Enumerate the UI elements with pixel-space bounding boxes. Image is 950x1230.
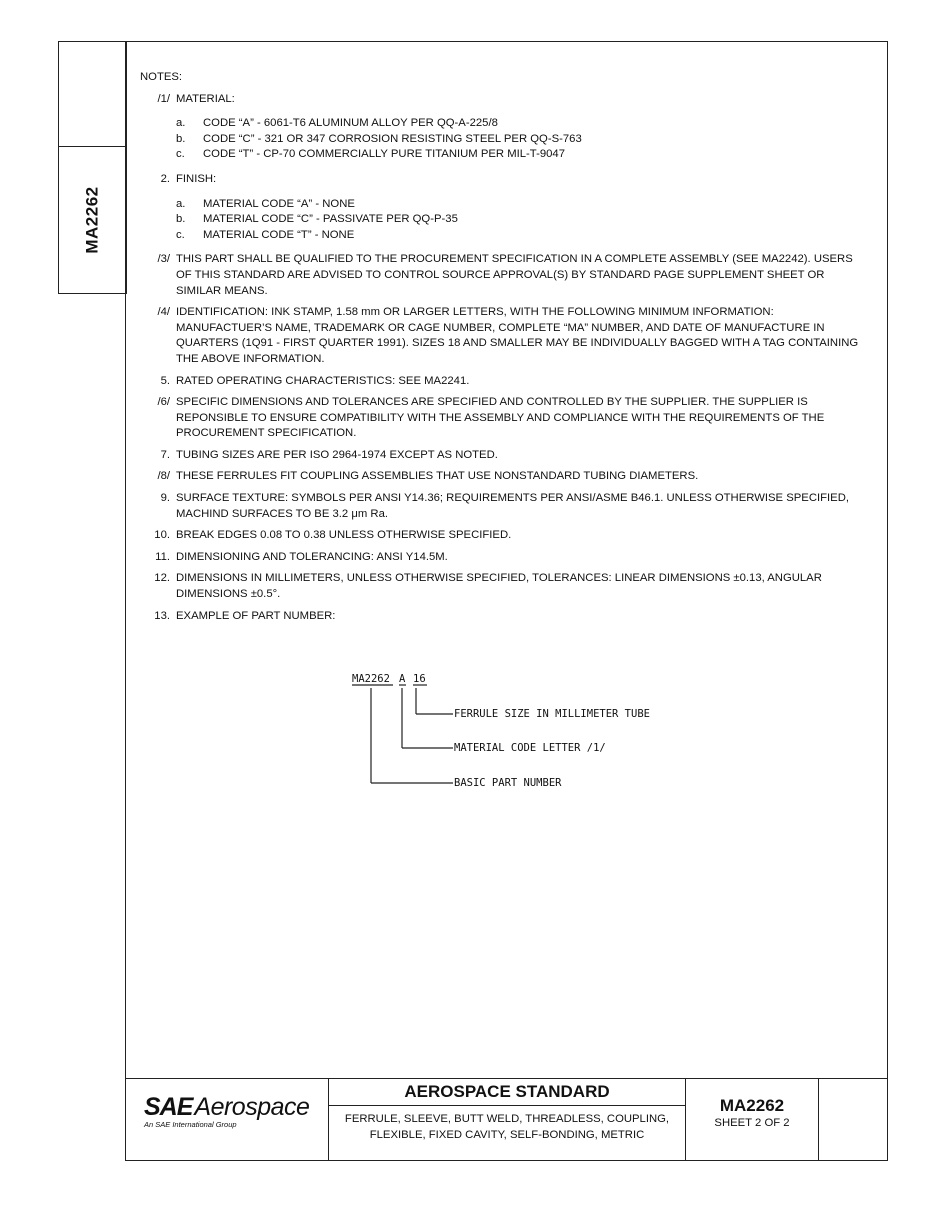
note-subitem <box>176 116 870 132</box>
note-item <box>140 172 870 252</box>
side-tab-label <box>58 146 127 294</box>
subitem-text: MATERIAL CODE “C” - PASSIVATE PER QQ-P-35 <box>203 213 458 226</box>
note-text: DIMENSIONS IN MILLIMETERS, UNLESS OTHERWISE SPECIFIED, TOLERANCES: LINEAR DIMENSIONS ±0.13, ANGULAR DIMENSIONS ±0.5°. <box>176 572 822 601</box>
note-item <box>140 395 870 442</box>
note-number: 11. <box>155 550 170 563</box>
note-text: EXAMPLE OF PART NUMBER: <box>176 609 336 622</box>
note-text: THESE FERRULES FIT COUPLING ASSEMBLIES THAT USE NONSTANDARD TUBING DIAMETERS. <box>176 470 699 483</box>
standard-description: FERRULE, SLEEVE, BUTT WELD, THREADLESS, COUPLING, FLEXIBLE, FIXED CAVITY, SELF-BONDING, METRIC <box>344 1113 670 1141</box>
part-number-diagram <box>345 668 705 798</box>
note-text: THIS PART SHALL BE QUALIFIED TO THE PROCUREMENT SPECIFICATION IN A COMPLETE ASSEMBLY (SEE MA2242). USERS OF THIS STANDARD ARE ADVISED TO CONTROL SOURCE APPROVAL(S) BY STANDARD PAGE SUPPLEMENT SHEET OR SIMILAR MEANS. <box>176 253 853 297</box>
note-text: IDENTIFICATION: INK STAMP, 1.58 mm OR LARGER LETTERS, WITH THE FOLLOWING MINIMUM INFORMATION: MANUFACTUER’S NAME, TRADEMARK OR CAGE NUMBER, COMPLETE “MA” NUMBER, AND DATE OF MANUFACTURE IN QUARTERS (1Q91 - FIRST QUARTER 1991). SIZES 18 AND SMALLER MAY BE INDIVIDUALLY BAGGED WITH A TAG CONTAINING THE ABOVE INFORMATION. <box>176 306 859 365</box>
logo-tagline: An SAE International Group <box>144 1120 237 1129</box>
pn-label-material: MATERIAL CODE LETTER /1/ <box>454 742 606 754</box>
note-number: 9. <box>160 492 170 505</box>
note-number: 13. <box>154 609 170 622</box>
note-number: /8/ <box>157 470 170 483</box>
subitem-letter: b. <box>176 213 186 226</box>
note-text: MATERIAL: <box>176 92 235 105</box>
subitem-text: CODE “T” - CP-70 COMMERCIALLY PURE TITANIUM PER MIL-T-9047 <box>203 148 565 161</box>
note-item <box>140 92 870 172</box>
sheet-label: SHEET 2 OF 2 <box>714 1117 790 1129</box>
title-block-logo-cell <box>126 1079 329 1160</box>
note-sublist <box>176 197 870 244</box>
note-text: BREAK EDGES 0.08 TO 0.38 UNLESS OTHERWISE SPECIFIED. <box>176 529 512 542</box>
title-block-title-cell <box>329 1079 686 1160</box>
note-text: SPECIFIC DIMENSIONS AND TOLERANCES ARE SPECIFIED AND CONTROLLED BY THE SUPPLIER. THE SUPPLIER IS REPONSIBLE TO ENSURE COMPATIBILITY WITH THE ASSEMBLY AND COMPLIANCE WITH THE REQUIREMENTS OF THE PROCUREMENT SPECIFICATION. <box>176 396 825 440</box>
note-item <box>140 469 870 485</box>
note-item <box>140 374 870 390</box>
note-item <box>140 305 870 367</box>
notes-heading: NOTES: <box>140 71 183 83</box>
pn-label-size: FERRULE SIZE IN MILLIMETER TUBE <box>454 708 650 720</box>
title-block-number-cell <box>686 1079 819 1160</box>
note-number: /1/ <box>157 92 170 105</box>
note-number: /6/ <box>157 396 170 409</box>
note-sublist <box>176 116 870 163</box>
subitem-letter: b. <box>176 132 186 145</box>
logo-sae-text: SAE <box>144 1093 193 1121</box>
note-text: SURFACE TEXTURE: SYMBOLS PER ANSI Y14.36; REQUIREMENTS PER ANSI/ASME B46.1. UNLESS OTHERWISE SPECIFIED, MACHIND SURFACES TO BE 3.2 μm Ra. <box>176 492 849 520</box>
note-subitem <box>176 228 870 244</box>
note-text: TUBING SIZES ARE PER ISO 2964-1974 EXCEPT AS NOTED. <box>176 448 498 461</box>
note-number: 10. <box>154 529 170 542</box>
note-item <box>140 609 870 625</box>
subitem-text: CODE “C” - 321 OR 347 CORROSION RESISTING STEEL PER QQ-S-763 <box>203 132 582 145</box>
note-subitem <box>176 147 870 163</box>
note-number: 2. <box>160 172 170 185</box>
title-block-blank-cell <box>819 1079 887 1160</box>
pn-material-code: A <box>399 673 406 685</box>
note-number: 7. <box>160 448 170 461</box>
standard-heading: AEROSPACE STANDARD <box>329 1079 685 1106</box>
note-text: FINISH: <box>176 172 217 185</box>
note-item <box>140 252 870 299</box>
subitem-text: MATERIAL CODE “T” - NONE <box>203 228 355 241</box>
subitem-text: CODE “A” - 6061-T6 ALUMINUM ALLOY PER QQ-A-225/8 <box>203 117 498 130</box>
note-subitem <box>176 197 870 213</box>
note-item <box>140 448 870 464</box>
pn-size: 16 <box>413 673 426 685</box>
subitem-letter: a. <box>176 197 186 210</box>
subitem-letter: a. <box>176 117 186 130</box>
sae-aerospace-logo <box>144 1093 309 1129</box>
note-subitem <box>176 212 870 228</box>
note-item <box>140 550 870 566</box>
doc-number: MA2262 <box>719 1096 785 1115</box>
note-subitem <box>176 132 870 148</box>
note-text: DIMENSIONING AND TOLERANCING: ANSI Y14.5M. <box>176 550 448 563</box>
note-item <box>140 528 870 544</box>
note-text: RATED OPERATING CHARACTERISTICS: SEE MA2241. <box>176 374 470 387</box>
subitem-letter: c. <box>176 228 185 241</box>
logo-aerospace-text: Aerospace <box>194 1093 310 1121</box>
subitem-text: MATERIAL CODE “A” - NONE <box>203 197 355 210</box>
note-item <box>140 571 870 602</box>
note-number: 12. <box>154 572 170 585</box>
title-block <box>125 1078 888 1161</box>
note-number: /3/ <box>157 253 170 266</box>
pn-label-base: BASIC PART NUMBER <box>454 777 562 789</box>
note-number: 5. <box>160 374 170 387</box>
side-doc-number: MA2262 <box>82 186 102 254</box>
subitem-letter: c. <box>176 148 185 161</box>
pn-base: MA2262 <box>352 673 390 685</box>
notes-section <box>140 70 870 630</box>
note-number: /4/ <box>157 306 170 319</box>
note-item <box>140 491 870 522</box>
